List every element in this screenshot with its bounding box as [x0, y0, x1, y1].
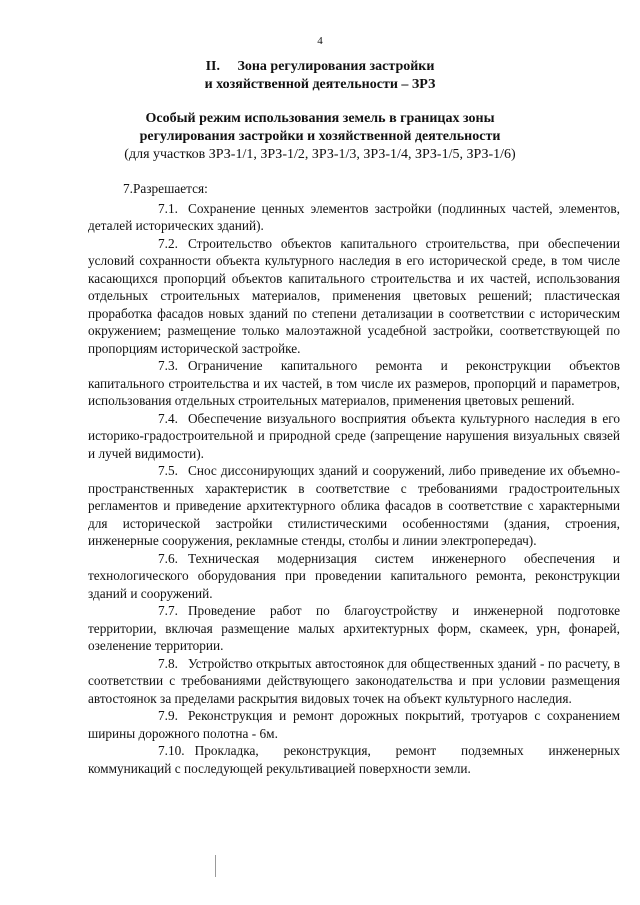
section-numeral: II.	[205, 59, 220, 74]
list-item	[88, 655, 620, 708]
scan-artifact-line	[215, 855, 216, 877]
item-text: Ограничение капитального ремонта и реконструкции объектов капитального строительства и их частей, в том числе их размеров, пропорций и параметров, использования отдельных строительных материалов, применения цветовых решений.	[88, 358, 620, 408]
item-number: 7.7.	[158, 603, 178, 618]
list-item	[88, 200, 620, 235]
item-text: Обеспечение визуального восприятия объекта культурного наследия в его историко-градостроительной и природной среде (запрещение нарушения визуальных связей и лучей видимости).	[88, 410, 620, 461]
list-item	[88, 707, 620, 742]
section-title-line-1	[0, 58, 640, 76]
section-heading	[0, 58, 640, 94]
item-number: 7.5.	[158, 463, 178, 478]
item-text: Строительство объектов капитального строительства, при обеспечении условий сохранности объекта культурного наследия в его исторической среде, в том числе касающихся пропорций объектов капитального строительства и их частей, использования отдельных строительных материалов, применения цветовых решений; пластическая проработка фасадов новых зданий по степени детализации в соответствии с историческим окружением; размещение только малоэтажной усадебной застройки, соответствующей по пропорциям исторической застройке.	[88, 235, 620, 356]
list-item	[88, 462, 620, 550]
clause-text: Разрешается:	[132, 181, 208, 196]
item-text: Прокладка, реконструкция, ремонт подземных инженерных коммуникаций с последующей рекультивацией поверхности земли.	[88, 743, 620, 776]
item-number: 7.9.	[158, 708, 178, 723]
regime-heading	[0, 110, 640, 164]
list-item	[88, 357, 620, 410]
item-number: 7.1.	[158, 200, 178, 216]
item-number: 7.6.	[158, 550, 178, 566]
page-number: 4	[317, 35, 323, 47]
regime-title-line-2: регулирования застройки и хозяйственной деятельности	[139, 129, 501, 144]
item-number: 7.8.	[158, 655, 178, 671]
list-item	[88, 235, 620, 358]
item-text: Сохранение ценных элементов застройки (подлинных частей, элементов, деталей исторических зданий).	[88, 200, 620, 233]
item-number: 7.4.	[158, 410, 178, 426]
item-number: 7.2.	[158, 235, 178, 251]
section-title-line-2: и хозяйственной деятельности – ЗРЗ	[204, 77, 436, 92]
clause-number: 7.	[123, 181, 133, 196]
list-item	[88, 602, 620, 655]
list-item	[88, 742, 620, 777]
item-text: Устройство открытых автостоянок для общественных зданий - по расчету, в соответствии с требованиями действующего законодательства и при условии размещения автостоянок за пределами раскрытия видовых точек на объект культурного наследия.	[88, 655, 620, 706]
item-text: Реконструкция и ремонт дорожных покрытий, тротуаров с сохранением ширины дорожного полотна - 6м.	[88, 708, 620, 741]
item-text: Проведение работ по благоустройству и инженерной подготовке территории, включая размещение малых архитектурных форм, скамеек, урн, фонарей, озеленение территории.	[88, 603, 620, 653]
item-number: 7.3.	[158, 358, 178, 373]
regime-title-line-1: Особый режим использования земель в границах зоны	[145, 111, 495, 126]
item-number: 7.10.	[158, 743, 185, 758]
clause-intro	[88, 180, 620, 198]
list-item	[88, 550, 620, 603]
list-item	[88, 410, 620, 463]
item-text: Техническая модернизация систем инженерного обеспечения и технологического оборудования при проведении капитального ремонта, реконструкции зданий и сооружений.	[88, 550, 620, 601]
clause-body	[88, 180, 620, 777]
item-text: Снос диссонирующих зданий и сооружений, либо приведение их объемно-пространственных характеристик в соответствие с требованиями градостроительных регламентов и приведение архитектурного облика фасадов в соответствие с характерными для исторической застройки стилистическими особенностями (здания, строения, инженерные сооружения, рекламные стенды, столбы и линии электропередач).	[88, 463, 620, 548]
section-title: Зона регулирования застройки	[237, 59, 435, 74]
regime-plots-note: (для участков ЗРЗ-1/1, ЗРЗ-1/2, ЗРЗ-1/3, ЗРЗ-1/4, ЗРЗ-1/5, ЗРЗ-1/6)	[124, 147, 516, 162]
